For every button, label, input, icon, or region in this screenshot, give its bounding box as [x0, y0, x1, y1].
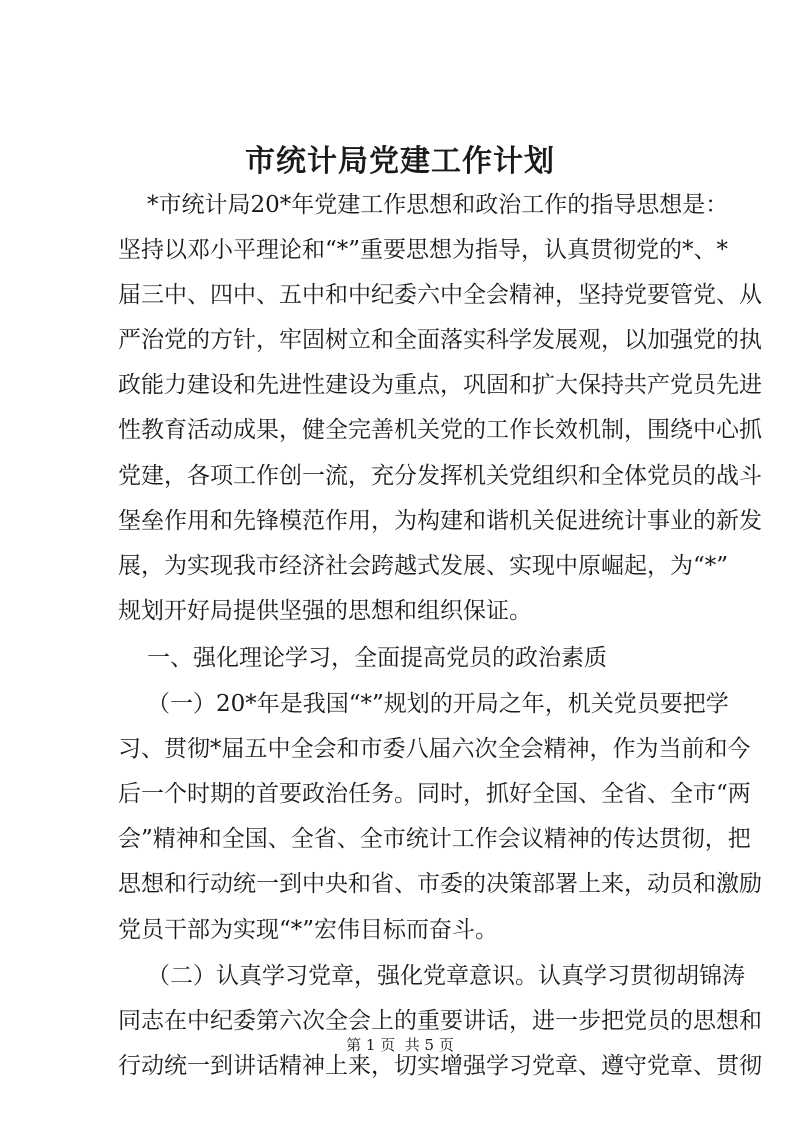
body-text-line: 习、贯彻*届五中全会和市委八届六次全会精神，作为当前和今 [118, 736, 751, 762]
body-text-line: 党员干部为实现“*”宏伟目标而奋斗。 [118, 917, 499, 943]
body-text-line: 党建，各项工作创一流，充分发挥机关党组织和全体党员的战斗 [118, 463, 762, 489]
body-text-line: 行动统一到讲话精神上来，切实增强学习党章、遵守党章、贯彻 [118, 1053, 762, 1079]
body-text-line: 规划开好局提供坚强的思想和组织保证。 [118, 598, 532, 624]
body-text-line: 届三中、四中、五中和中纪委六中全会精神，坚持党要管党、从 [118, 282, 762, 308]
body-text-line: （一）20*年是我国“*”规划的开局之年，机关党员要把学 [147, 691, 729, 717]
page-number-footer: 第 1 页 共 5 页 [346, 1036, 454, 1054]
body-text-line: *市统计局20*年党建工作思想和政治工作的指导思想是： [147, 192, 729, 218]
document-title: 市统计局党建工作计划 [245, 144, 555, 179]
body-text-line: （二）认真学习党章，强化党章意识。认真学习贯彻胡锦涛 [147, 963, 745, 989]
body-text-line: 会”精神和全国、全省、全市统计工作会议精神的传达贯彻，把 [118, 826, 751, 852]
body-text-line: 政能力建设和先进性建设为重点，巩固和扩大保持共产党员先进 [118, 372, 762, 398]
body-text-line: 展，为实现我市经济社会跨越式发展、实现中原崛起，为“*” [118, 553, 729, 579]
body-text-line: 思想和行动统一到中央和省、市委的决策部署上来，动员和激励 [118, 871, 762, 897]
body-text-line: 堡垒作用和先锋模范作用，为构建和谐机关促进统计事业的新发 [118, 508, 762, 534]
body-text-line: 一、强化理论学习，全面提高党员的政治素质 [147, 645, 607, 671]
body-text-line: 性教育活动成果，健全完善机关党的工作长效机制，围绕中心抓 [118, 417, 762, 443]
body-text-line: 严治党的方针，牢固树立和全面落实科学发展观，以加强党的执 [118, 327, 762, 353]
body-text-line: 坚持以邓小平理论和“*”重要思想为指导，认真贯彻党的*、* [118, 237, 729, 263]
body-text-line: 后一个时期的首要政治任务。同时，抓好全国、全省、全市“两 [118, 781, 751, 807]
body-text-line: 同志在中纪委第六次全会上的重要讲话，进一步把党员的思想和 [118, 1008, 762, 1034]
